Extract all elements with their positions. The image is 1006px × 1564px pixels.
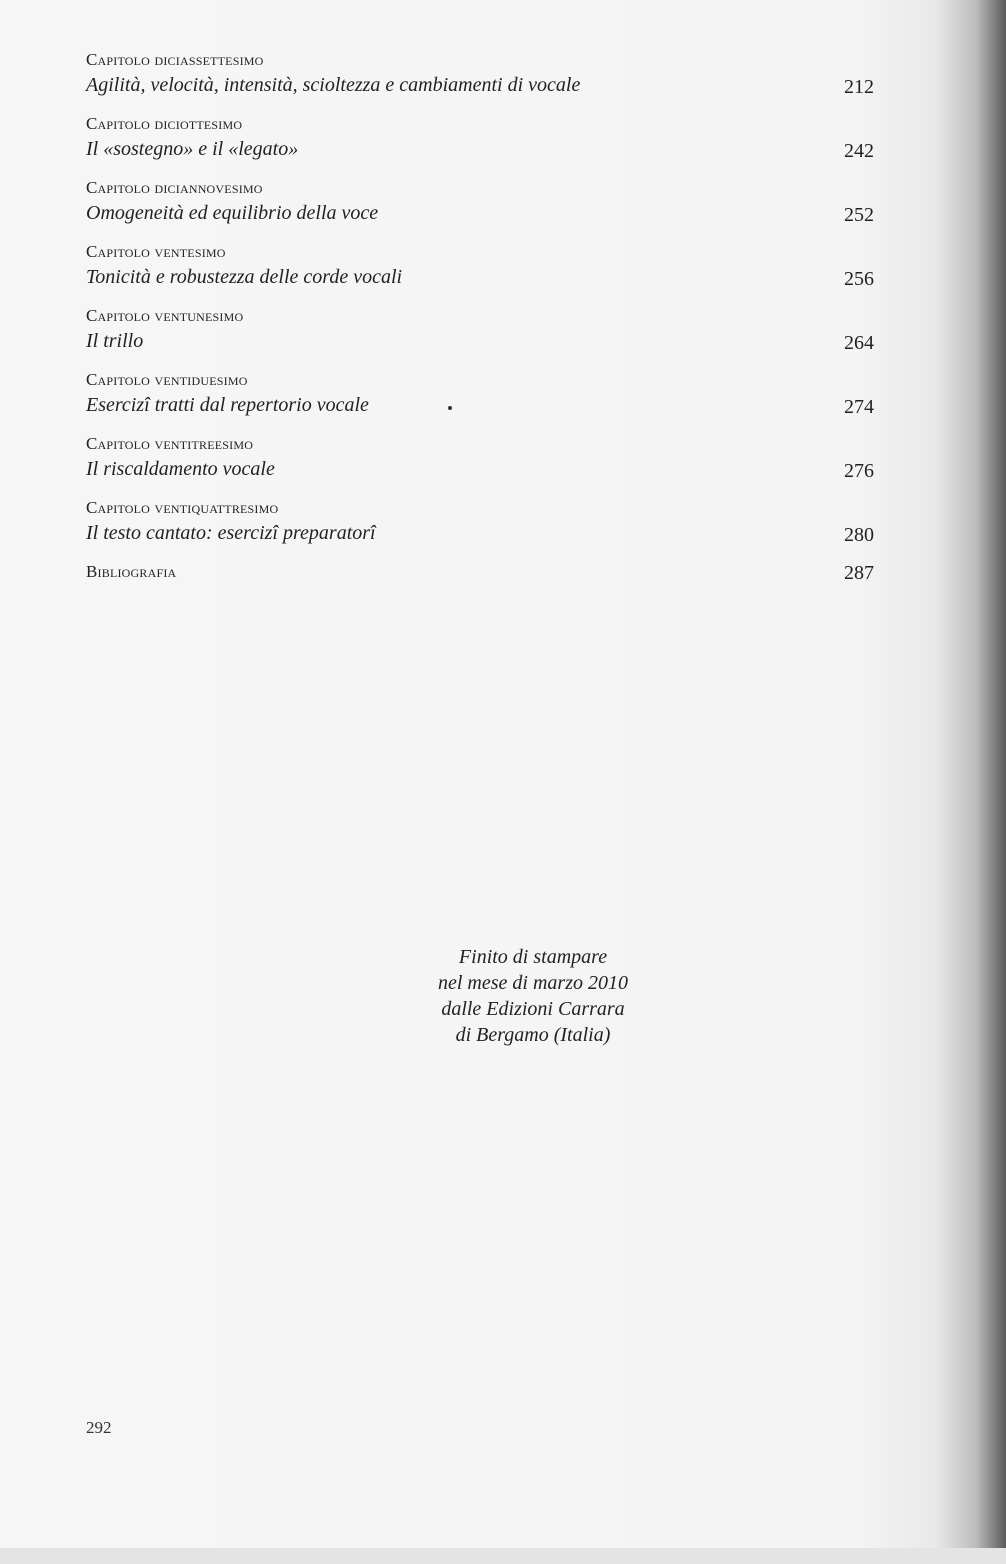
colophon: [383, 944, 683, 1048]
toc-entry: [86, 176, 876, 240]
toc-page-number: 256: [844, 268, 874, 290]
toc-page-number: 264: [844, 332, 874, 354]
toc-chapter-title: Il trillo: [86, 330, 144, 352]
colophon-line: Finito di stampare: [458, 946, 608, 968]
toc-entry: [86, 240, 876, 304]
toc-page-number: 274: [844, 396, 874, 418]
toc-page-number: 280: [844, 524, 874, 546]
toc-chapter-title: Il «sostegno» e il «legato»: [86, 138, 299, 160]
scan-bottom-edge: [0, 1548, 1006, 1564]
toc-chapter-label: Capitolo ventiquattresimo: [86, 498, 279, 517]
toc-chapter-title: Il testo cantato: esercizî preparatorî: [86, 522, 376, 544]
toc-chapter-label: Capitolo ventiduesimo: [86, 370, 248, 389]
toc-entry: [86, 496, 876, 560]
toc-chapter-title: Agilità, velocità, intensità, scioltezza e cambiamenti di vocale: [86, 74, 581, 96]
toc-chapter-title: Omogeneità ed equilibrio della voce: [86, 202, 379, 224]
toc-entry: [86, 432, 876, 496]
bibliography-page-number: 287: [844, 562, 874, 584]
bibliography-label: Bibliografia: [86, 562, 177, 581]
toc-chapter-title: Tonicità e robustezza delle corde vocali: [86, 266, 403, 288]
toc-page-number: 276: [844, 460, 874, 482]
toc-entry: [86, 112, 876, 176]
toc-chapter-title: Esercizî tratti dal repertorio vocale: [86, 394, 369, 416]
toc-chapter-label: Capitolo diciannovesimo: [86, 178, 263, 197]
colophon-line: di Bergamo (Italia): [455, 1024, 611, 1046]
toc-chapter-title: Il riscaldamento vocale: [86, 458, 275, 480]
toc-chapter-label: Capitolo diciottesimo: [86, 114, 243, 133]
toc-chapter-label: Capitolo ventitreesimo: [86, 434, 254, 453]
toc-page-number: 212: [844, 76, 874, 98]
toc-page-number: 252: [844, 204, 874, 226]
toc-entry: [86, 304, 876, 368]
colophon-line: dalle Edizioni Carrara: [441, 998, 625, 1020]
toc-bibliography-entry: [86, 560, 876, 588]
page-number: 292: [86, 1418, 112, 1437]
toc-chapter-label: Capitolo diciassettesimo: [86, 50, 264, 69]
toc-chapter-label: Capitolo ventunesimo: [86, 306, 244, 325]
toc-entry: [86, 368, 876, 432]
stray-dot-mark: [448, 406, 452, 410]
colophon-line: nel mese di marzo 2010: [438, 972, 628, 994]
toc-page-number: 242: [844, 140, 874, 162]
toc-entry: [86, 48, 876, 112]
table-of-contents: [86, 48, 876, 588]
toc-chapter-label: Capitolo ventesimo: [86, 242, 226, 261]
